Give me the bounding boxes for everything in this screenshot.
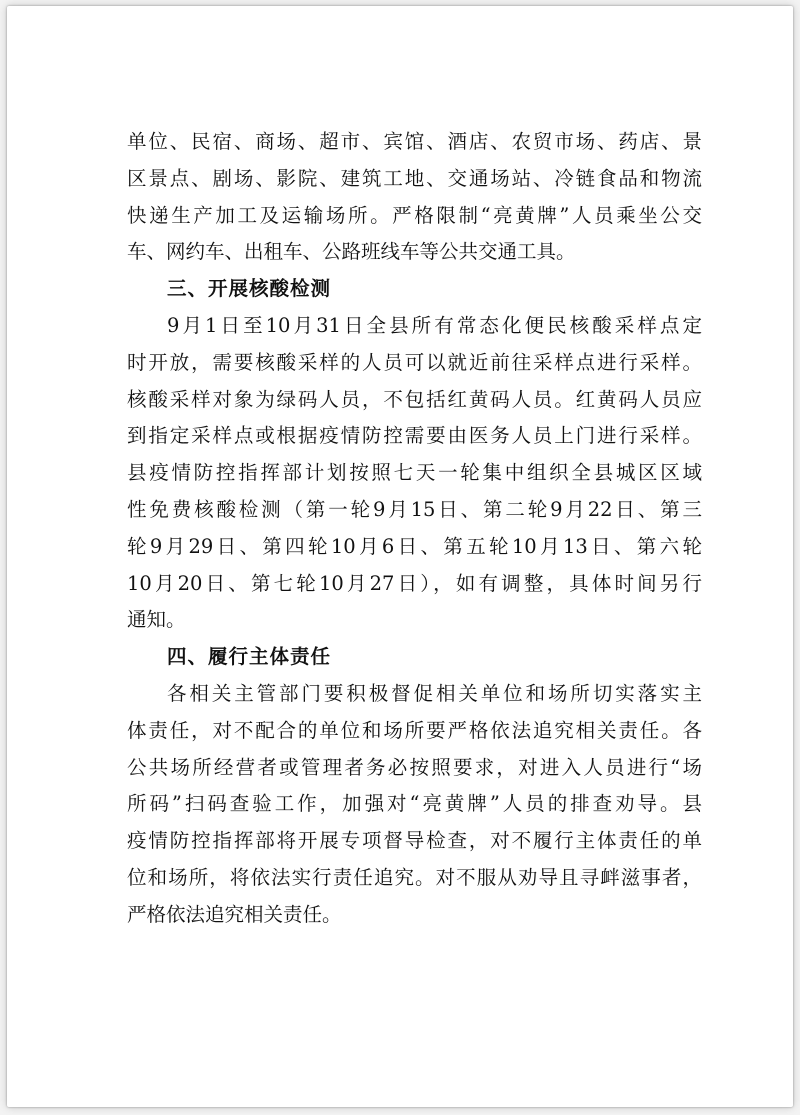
- section-heading: 四、履行主体责任: [167, 645, 332, 669]
- paragraph-line: 轮9月29日、第四轮10月6日、第五轮10月13日、第六轮: [127, 534, 702, 558]
- paragraph-line: 各相关主管部门要积极督促相关单位和场所切实落实主: [167, 681, 702, 705]
- paragraph-line: 性免费核酸检测（第一轮9月15日、第二轮9月22日、第三: [127, 497, 702, 521]
- paragraph-line: 体责任，对不配合的单位和场所要严格依法追究相关责任。各: [127, 718, 702, 742]
- paragraph-line: 核酸采样对象为绿码人员，不包括红黄码人员。红黄码人员应: [127, 387, 702, 411]
- section-heading: 三、开展核酸检测: [167, 277, 332, 301]
- paragraph-line: 快递生产加工及运输场所。严格限制“亮黄牌”人员乘坐公交: [127, 203, 702, 227]
- paragraph-line: 通知。: [127, 608, 186, 632]
- document-page: [7, 6, 793, 1107]
- paragraph-line: 严格依法追究相关责任。: [127, 902, 342, 926]
- paragraph-line: 县疫情防控指挥部计划按照七天一轮集中组织全县城区区域: [127, 461, 702, 485]
- paragraph-line: 疫情防控指挥部将开展专项督导检查，对不履行主体责任的单: [127, 829, 702, 853]
- paragraph-line: 区景点、剧场、影院、建筑工地、交通场站、冷链食品和物流: [127, 166, 702, 190]
- document-body: [127, 124, 702, 934]
- paragraph-line: 单位、民宿、商场、超市、宾馆、酒店、农贸市场、药店、景: [127, 130, 702, 153]
- paragraph-line: 时开放，需要核酸采样的人员可以就近前往采样点进行采样。: [127, 350, 702, 374]
- paragraph-line: 10月20日、第七轮10月27日），如有调整，具体时间另行: [127, 571, 702, 595]
- paragraph-line: 公共场所经营者或管理者务必按照要求，对进入人员进行“场: [127, 755, 702, 779]
- paragraph-line: 到指定采样点或根据疫情防控需要由医务人员上门进行采样。: [127, 424, 702, 448]
- paragraph-line: 所码”扫码查验工作，加强对“亮黄牌”人员的排查劝导。县: [127, 792, 702, 816]
- paragraph-line: 位和场所，将依法实行责任追究。对不服从劝导且寻衅滋事者，: [127, 865, 702, 889]
- paragraph-line: 车、网约车、出租车、公路班线车等公共交通工具。: [127, 240, 576, 264]
- paragraph-line: 9月1日至10月31日全县所有常态化便民核酸采样点定: [167, 313, 702, 337]
